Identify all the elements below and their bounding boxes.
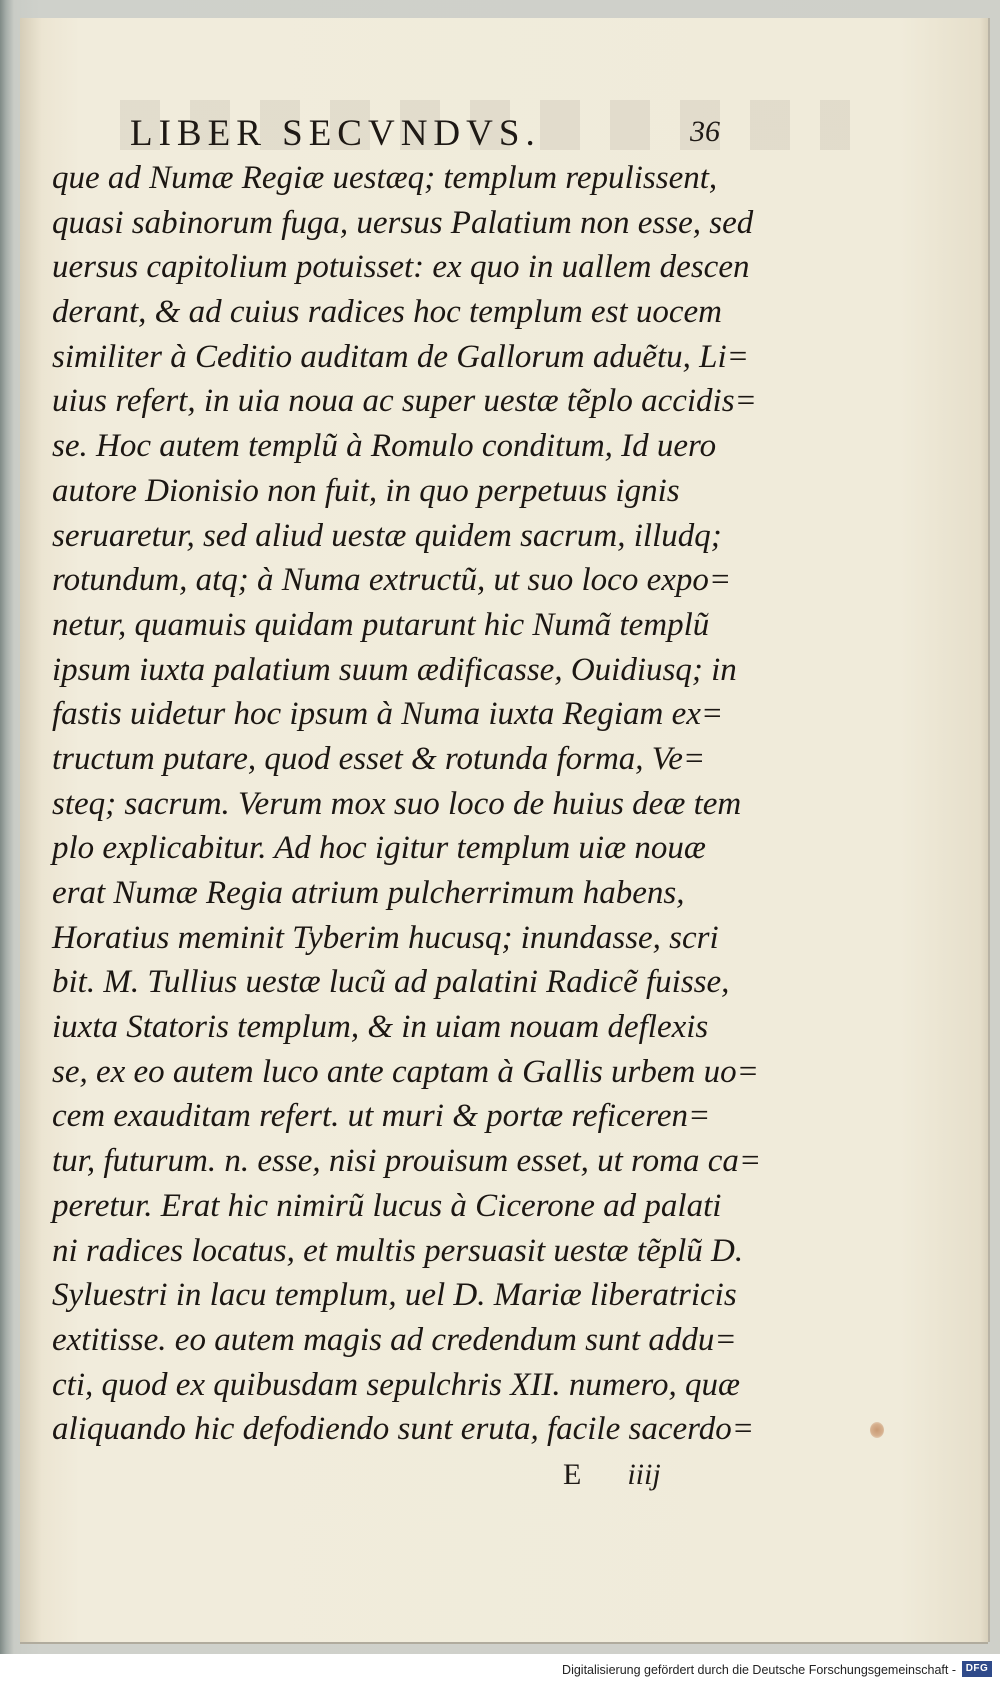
text-line: erat Numæ Regia atrium pulcherrimum habens,: [52, 875, 685, 911]
text-line: extitisse. eo autem magis ad credendum sunt addu=: [52, 1321, 737, 1358]
text-line: plo explicabitur. Ad hoc igitur templum uiæ nouæ: [52, 830, 706, 867]
signature-number: iiij: [627, 1458, 661, 1491]
text-line: Syluestri in lacu templum, uel D. Mariæ liberatricis: [52, 1277, 737, 1314]
text-line: se, ex eo autem luco ante captam à Gallis urbem uo=: [52, 1053, 759, 1090]
text-line: derant, & ad cuius radices hoc templum est uocem: [52, 294, 722, 331]
text-line: bit. M. Tullius uestæ lucũ ad palatini Radicẽ fuisse,: [52, 964, 730, 1001]
text-line: fastis uidetur hoc ipsum à Numa iuxta Regiam ex=: [52, 696, 724, 733]
text-line: cti, quod ex quibusdam sepulchris XII. numero, quæ: [52, 1366, 741, 1403]
text-line: uius refert, in uia noua ac super uestæ tẽplo accidis=: [52, 383, 757, 420]
running-head: LIBER SECVNDVS.: [130, 113, 541, 154]
text-line: ipsum iuxta palatium suum ædificasse, Ouidiusq; in: [52, 651, 737, 688]
text-line: que ad Numæ Regiæ uestæq; templum repulissent,: [52, 160, 718, 196]
signature-mark: [563, 1455, 661, 1495]
text-line: se. Hoc autem templũ à Romulo conditum, Id uero: [52, 428, 717, 465]
text-line: peretur. Erat hic nimirũ lucus à Cicerone ad palati: [52, 1187, 722, 1224]
text-line: tructum putare, quod esset & rotunda forma, Ve=: [52, 740, 706, 777]
text-line: Horatius meminit Tyberim hucusq; inundasse, scri: [52, 919, 719, 956]
text-line: cem exauditam refert. ut muri & portæ reficeren=: [52, 1098, 711, 1135]
text-line: ni radices locatus, et multis persuasit uestæ tẽplũ D.: [52, 1232, 744, 1269]
text-line: rotundum, atq; à Numa extructũ, ut suo loco expo=: [52, 562, 732, 599]
text-block: [52, 156, 787, 1452]
text-line: steq; sacrum. Verum mox suo loco de huius deæ tem: [52, 785, 742, 822]
text-line: quasi sabinorum fuga, uersus Palatium non esse, sed: [52, 204, 754, 241]
text-line: seruaretur, sed aliud uestæ quidem sacrum, illudq;: [52, 517, 722, 554]
paper-stain: [870, 1422, 884, 1438]
text-line: aliquando hic defodiendo sunt eruta, facile sacerdo=: [52, 1411, 755, 1448]
dfg-logo: DFG: [962, 1661, 992, 1677]
text-line: netur, quamuis quidam putarunt hic Numã templũ: [52, 606, 710, 643]
text-line: uersus capitolium potuisset: ex quo in uallem descen: [52, 249, 750, 286]
footer-credit: Digitalisierung gefördert durch die Deutsche Forschungsgemeinschaft -: [562, 1663, 956, 1677]
signature-letter: E: [563, 1458, 582, 1491]
page-number: 36: [690, 115, 720, 148]
text-line: tur, futurum. n. esse, nisi prouisum esset, ut roma ca=: [52, 1143, 762, 1180]
text-line: autore Dionisio non fuit, in quo perpetuus ignis: [52, 472, 680, 509]
text-line: iuxta Statoris templum, & in uiam nouam deflexis: [52, 1009, 709, 1046]
text-line: similiter à Ceditio auditam de Gallorum aduẽtu, Li=: [52, 338, 749, 375]
